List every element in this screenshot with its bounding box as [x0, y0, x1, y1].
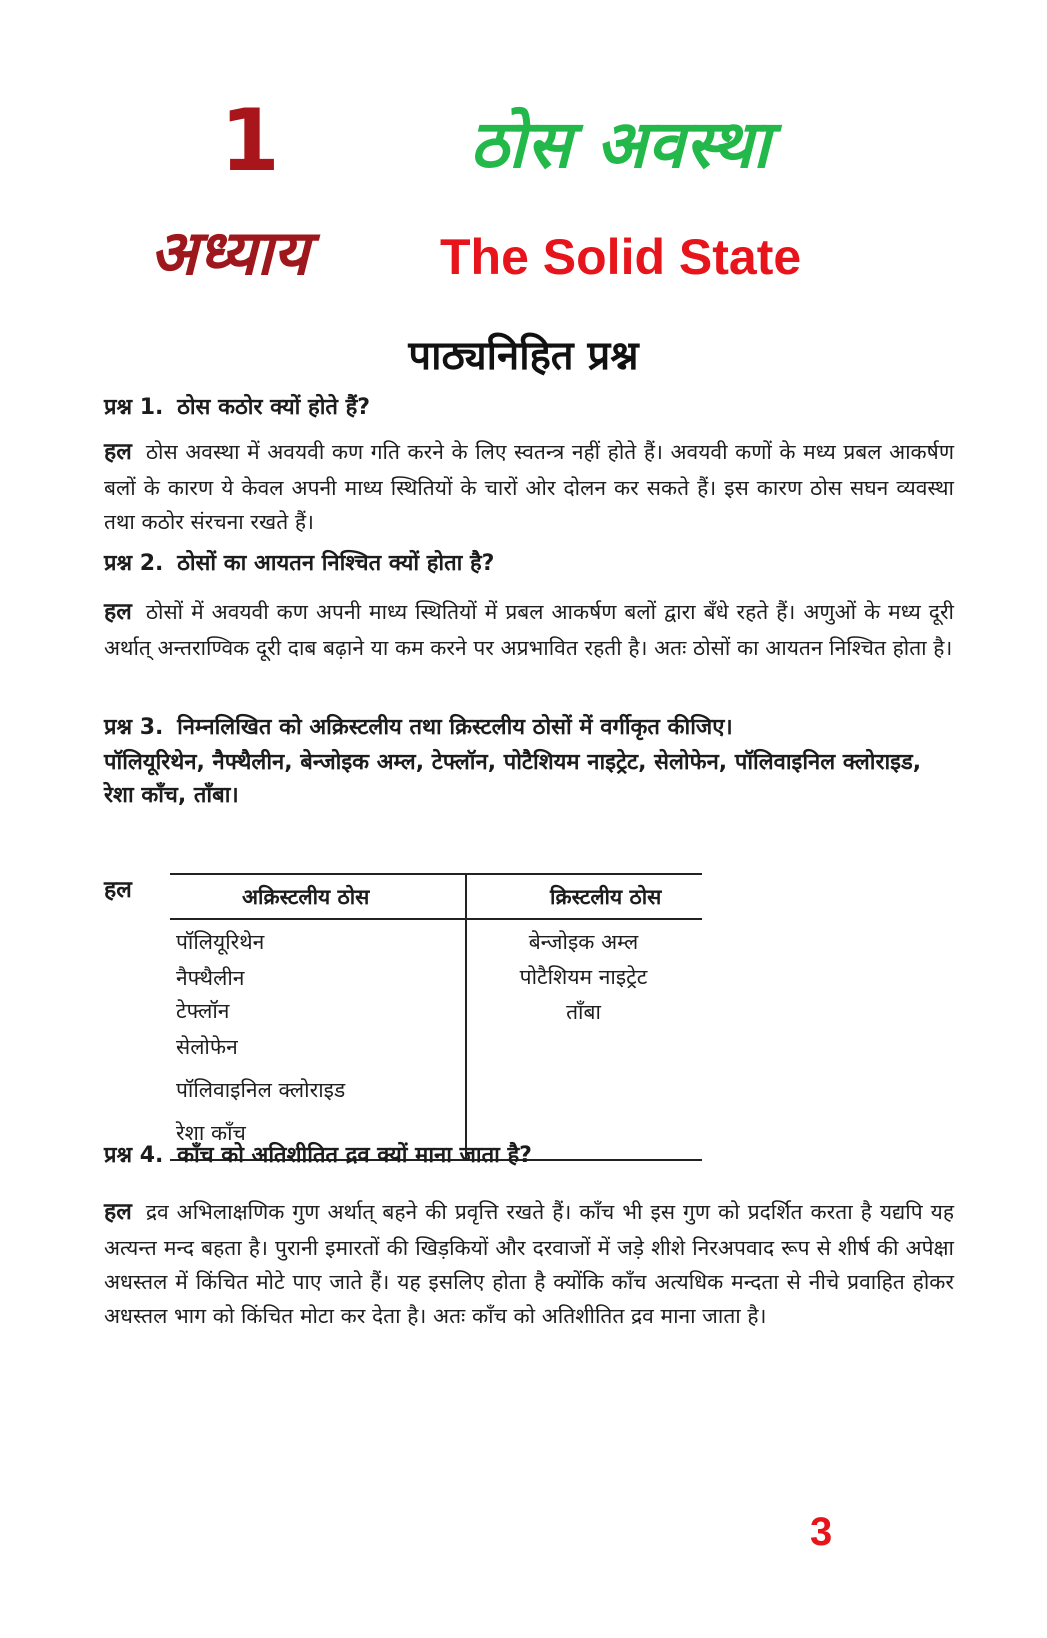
question-3-text-line [104, 712, 954, 744]
question-4-text-line [104, 1140, 954, 1172]
classification-table [170, 873, 702, 1161]
answer-3-label: हल [104, 877, 132, 903]
question-4-text: काँच को अतिशीतित द्रव क्यों माना जाता है? [177, 1143, 532, 1168]
crystalline-item: पोटैशियम नाइट्रेट [519, 965, 648, 989]
question-2-text: ठोसों का आयतन निश्चित क्यों होता है? [177, 551, 495, 576]
amorphous-item: नैफ्थैलीन [176, 966, 245, 990]
question-1-label: प्रश्न 1. [104, 395, 164, 420]
section-heading: पाठ्यनिहित प्रश्न [408, 333, 639, 379]
question-3 [104, 712, 954, 812]
question-2 [104, 548, 954, 665]
amorphous-item: रेशा काँच [176, 1121, 246, 1145]
question-2-label: प्रश्न 2. [104, 551, 164, 576]
question-4 [104, 1140, 954, 1333]
answer-1-label: हल [104, 438, 132, 465]
chapter-title-english: The Solid State [440, 229, 802, 285]
answer-1 [104, 434, 954, 539]
question-3-label: प्रश्न 3. [104, 715, 164, 740]
chapter-word: अध्याय [150, 216, 309, 289]
question-1 [104, 392, 954, 539]
answer-1-text: ठोस अवस्था में अवयवी कण गति करने के लिए स्वतन्त्र नहीं होते हैं। अवयवी कणों के मध्य प्रबल आकर्षण बलों के कारण ये केवल अपनी माध्य स्थितियों के चारों ओर दोलन कर सकते हैं। इस कारण ठोस सघन व्यवस्था तथा कठोर संरचना रखते हैं। [104, 439, 954, 535]
chapter-number: 1 [220, 91, 280, 191]
page-number: 3 [810, 1510, 833, 1554]
table-rule-top [170, 873, 702, 875]
amorphous-item: पॉलिवाइनिल क्लोराइड [176, 1078, 346, 1102]
amorphous-item: टेफ्लॉन [176, 999, 230, 1023]
crystalline-item: ताँबा [566, 1000, 601, 1024]
question-4-label: प्रश्न 4. [104, 1143, 164, 1168]
answer-2-label: हल [104, 598, 132, 625]
question-2-text-line [104, 548, 954, 580]
crystalline-item: बेन्जोइक अम्ल [528, 930, 639, 954]
header-amorphous: अक्रिस्टलीय ठोस [242, 885, 370, 909]
answer-4-text: द्रव अभिलाक्षणिक गुण अर्थात् बहने की प्रवृत्ति रखते हैं। काँच भी इस गुण को प्रदर्शित करता है यद्यपि यह अत्यन्त मन्द बहता है। पुरानी इमारतों की खिड़कियों और दरवाजों में जड़े शीशे निरअपवाद रूप से शीर्ष की अपेक्षा अधस्तल में किंचित मोटे पाए जाते हैं। यह इसलिए होता है क्योंकि काँच अत्यधिक मन्दता से नीचे प्रवाहित होकर अधस्तल भाग को किंचित मोटा कर देता है। अतः काँच को अतिशीतित द्रव माना जाता है। [104, 1199, 954, 1329]
question-3-text: निम्नलिखित को अक्रिस्टलीय तथा क्रिस्टलीय ठोसों में वर्गीकृत कीजिए। [177, 715, 733, 740]
answer-4-label: हल [104, 1198, 132, 1225]
table-rule-header [170, 918, 702, 920]
question-3-options: पॉलियूरिथेन, नैफ्थैलीन, बेन्जोइक अम्ल, टेफ्लॉन, पोटैशियम नाइट्रेट, सेलोफेन, पॉलिवाइनिल क्लोराइड, रेशा काँच, ताँबा। [104, 749, 922, 808]
question-1-text: ठोस कठोर क्यों होते हैं? [177, 395, 371, 420]
answer-2 [104, 594, 954, 665]
header-crystalline: क्रिस्टलीय ठोस [550, 885, 662, 909]
answer-4 [104, 1194, 954, 1333]
chapter-title-hindi: ठोस अवस्था [470, 106, 771, 183]
amorphous-item: पॉलियूरिथेन [176, 930, 265, 954]
amorphous-item: सेलोफेन [176, 1035, 238, 1059]
answer-2-text: ठोसों में अवयवी कण अपनी माध्य स्थितियों में प्रबल आकर्षण बलों द्वारा बँधे रहते हैं। अणुओं के मध्य दूरी अर्थात् अन्तराण्विक दूरी दाब बढ़ाने या कम करने पर अप्रभावित रहती है। अतः ठोसों का आयतन निश्चित होता है। [104, 599, 954, 661]
question-1-text-line [104, 392, 954, 424]
